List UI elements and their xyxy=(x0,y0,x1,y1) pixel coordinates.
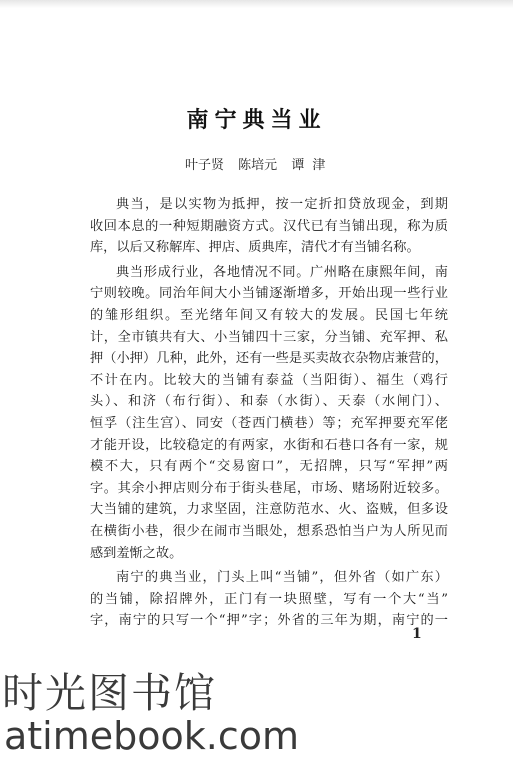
page-number: 1 xyxy=(412,626,422,642)
text-line: 大当铺的建筑，力求坚固，注意防范水、火、盗贼，但多设 xyxy=(90,502,448,518)
text-line: 收回本息的一种短期融资方式。汉代已有当铺出现，称为质 xyxy=(90,218,448,234)
watermark-site-name: 时光图书馆 xyxy=(2,669,217,717)
scan-top-edge xyxy=(0,0,513,8)
article-byline xyxy=(185,154,385,173)
text-line: 在横街小巷，很少在闹市当眼处，想系恐怕当户为人所见而 xyxy=(90,523,448,539)
text-line: 模不大，只有两个“交易窗口”，无招牌，只写“军押”两 xyxy=(90,459,448,475)
text-line: 头）、和济（布行街）、和泰（水街）、天泰（水闸门）、 xyxy=(90,394,448,410)
text-line: 恒孚（注生宫）、同安（苍西门横巷）等；充军押要充军佬 xyxy=(90,415,448,431)
author-name: 陈培元 xyxy=(238,158,278,173)
author-name: 叶子贤 xyxy=(185,158,225,173)
text-line: 典当形成行业，各地情况不同。广州略在康熙年间，南 xyxy=(116,264,448,280)
author-role: 谭津 xyxy=(291,158,334,173)
text-line: 押（小押）几种，此外，还有一些是买卖故衣杂物店兼营的， xyxy=(90,351,448,367)
text-line: 南宁的典当业，门头上叫“当铺”，但外省（如广东） xyxy=(116,570,448,586)
text-line: 字，南宁的只写一个“押”字；外省的三年为期，南宁的一 xyxy=(90,613,448,629)
text-line: 才能开设，比较稳定的有两家，水街和石巷口各有一家，规 xyxy=(90,437,448,453)
text-line: 不计在内。比较大的当铺有泰益（当阳街）、福生（鸡行 xyxy=(90,372,448,388)
watermark-url[interactable]: atimebook.com xyxy=(4,714,300,758)
text-line: 字。其余小押店则分布于街头巷尾，市场、赌场附近较多。 xyxy=(90,480,448,496)
text-line: 库，以后又称解库、押店、质典库，清代才有当铺名称。 xyxy=(90,240,420,256)
article-title: 南宁典当业 xyxy=(186,107,327,133)
text-line: 感到羞惭之故。 xyxy=(90,545,183,561)
text-line: 计，全市镇共有大、小当铺四十三家，分当铺、充军押、私 xyxy=(90,329,448,345)
text-line: 宁则较晚。同治年间大小当铺逐渐增多，开始出现一些行业 xyxy=(90,286,448,302)
text-line: 典当，是以实物为抵押，按一定折扣贷放现金，到期 xyxy=(116,197,448,212)
text-line: 的当铺，除招牌外，正门有一块照壁，写有一个大“当” xyxy=(90,591,448,607)
article-body xyxy=(90,194,448,632)
text-line: 的雏形组织。至光绪年间又有较大的发展。民国七年统 xyxy=(90,307,448,323)
